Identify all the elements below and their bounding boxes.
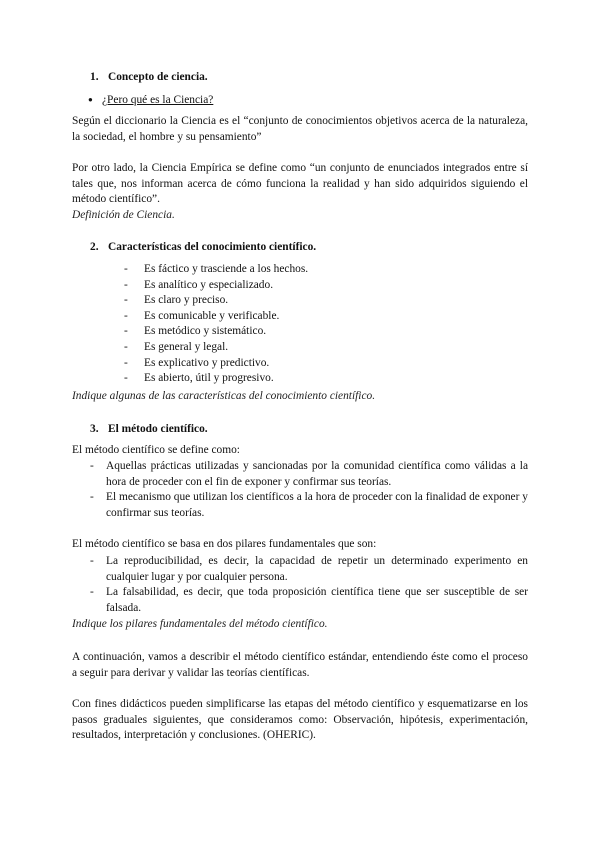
section1-question: ¿Pero qué es la Ciencia? bbox=[102, 94, 214, 106]
section1-heading bbox=[90, 70, 546, 86]
section1-note: Definición de Ciencia. bbox=[72, 209, 175, 221]
section1-paragraph-2: Por otro lado, la Ciencia Empírica se define como “un conjunto de enunciados integrados entre sí tales que, nos informan acerca de cómo funciona la realidad y han sido adquiridos siguiendo el método científico”. bbox=[72, 162, 528, 206]
section2-note: Indique algunas de las características del conocimiento científico. bbox=[72, 390, 376, 402]
method-definitions-list bbox=[72, 459, 528, 521]
bullet-icon: ● bbox=[88, 95, 93, 104]
section3-number: 3. bbox=[90, 423, 99, 435]
section3-title: El método científico. bbox=[108, 423, 208, 435]
section1-title: Concepto de ciencia. bbox=[108, 71, 208, 83]
list-item: - Es metódico y sistemático. bbox=[124, 325, 267, 338]
section1-question-item bbox=[88, 92, 544, 109]
section3-intro: El método científico se define como: bbox=[72, 444, 240, 456]
list-item: - Es abierto, útil y progresivo. bbox=[124, 372, 274, 385]
section3-pillars-intro: El método científico se basa en dos pilares fundamentales que son: bbox=[72, 538, 377, 550]
section3-note: Indique los pilares fundamentales del método científico. bbox=[72, 618, 328, 630]
list-item: - Es explicativo y predictivo. bbox=[124, 356, 270, 369]
list-item: - Es claro y preciso. bbox=[124, 294, 229, 307]
section1-number: 1. bbox=[90, 71, 99, 83]
characteristics-list bbox=[72, 262, 528, 387]
list-item: - Es comunicable y verificable. bbox=[124, 309, 280, 322]
list-item: - El mecanismo que utilizan los científicos a la hora de proceder con la finalidad de exponer y confirmar sus teorías. bbox=[90, 491, 528, 519]
section2-heading bbox=[90, 240, 546, 256]
pillars-list bbox=[72, 554, 528, 616]
section3-heading bbox=[90, 422, 546, 438]
section3-paragraph-2: Con fines didácticos pueden simplificarse las etapas del método científico y esquematizarse en los pasos graduales siguientes, que consideramos como: Observación, hipótesis, experimentación, resultados, interpretación y conclusiones. (OHERIC). bbox=[72, 698, 528, 742]
list-item: - Es analítico y especializado. bbox=[124, 278, 274, 291]
list-item: - La reproducibilidad, es decir, la capacidad de repetir un determinado experimento en cualquier lugar y por cualquier persona. bbox=[90, 555, 528, 583]
section3-paragraph-1: A continuación, vamos a describir el método científico estándar, entendiendo éste como el proceso a seguir para derivar y validar las teorías científicas. bbox=[72, 651, 528, 679]
section2-number: 2. bbox=[90, 241, 99, 253]
list-item: - Es general y legal. bbox=[124, 340, 229, 353]
section2-title: Características del conocimiento científico. bbox=[108, 241, 317, 253]
section1-paragraph-1: Según el diccionario la Ciencia es el “conjunto de conocimientos objetivos acerca de la naturaleza, la sociedad, el hombre y su pensamiento” bbox=[72, 115, 528, 143]
list-item: - Aquellas prácticas utilizadas y sancionadas por la comunidad científica como válidas a la hora de proceder con el fin de exponer y confirmar sus teorías. bbox=[90, 460, 528, 488]
list-item: - Es fáctico y trasciende a los hechos. bbox=[124, 263, 309, 275]
list-item: - La falsabilidad, es decir, que toda proposición científica tiene que ser susceptible de ser falsada. bbox=[90, 586, 528, 614]
